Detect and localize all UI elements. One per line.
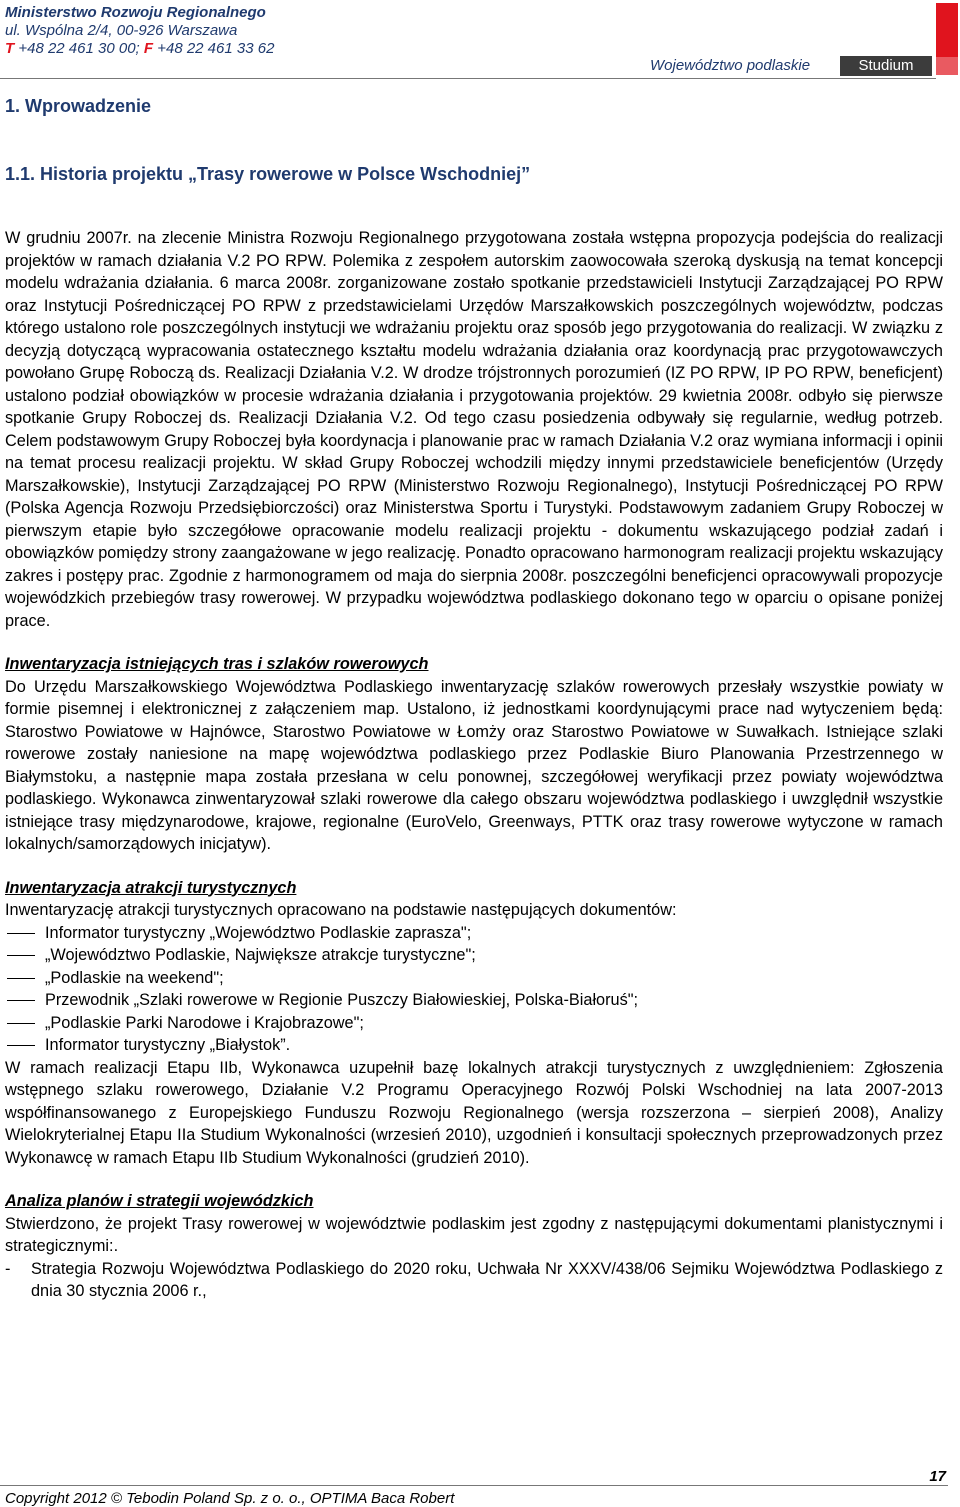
fax-number: +48 22 461 33 62 [153,40,275,57]
plans-analysis-heading: Analiza planów i strategii wojewódzkich [5,1192,314,1210]
inventory-attractions-heading: Inwentaryzacja atrakcji turystycznych [5,878,297,897]
history-paragraph: W grudniu 2007r. na zlecenie Ministra Rozwoju Regionalnego przygotowana została wstępna propozycja podejścia do realizacji projektów w ramach działania V.2 PO RPW. Polemika z zespołem autorskim zaowocowała szeroką dyskusją na temat koncepcji modelu wdrażania działania. 6 marca 2008r. zorganizowane zostało spotkanie przedstawicieli Instytucji Zarządzającej PO RPW oraz Instytucji Pośredniczącej PO RPW z przedstawicielami Urzędów Marszałkowskich poszczególnych województw, podczas którego ustalono role poszczególnych instytucji we wdrażaniu projektu oraz sposób jego przygotowania do realizacji. W związku z decyzją dotyczącą wypracowania ostatecznego kształtu modelu wdrażania działania oraz koordynacją prac przygotowawczych powołano Grupę Roboczą ds. Realizacji Działania V.2. W drodze trójstronnych porozumień (IZ PO RPW, IP PO RPW, beneficjent) ustalono podział obowiązków w procesie wdrażania działania i przygotowania projektów. 29 kwietnia 2008r. odbyło się pierwsze spotkanie Grupy Roboczej ds. Realizacji Działania V.2. Od tego czasu posiedzenia odbywały się regularnie, według potrzeb. Celem podstawowym Grupy Roboczej była koordynacja i planowanie prac w ramach Działania V.2 oraz wymiana informacji i opinii na temat procesu realizacji projektu. W skład Grupy Roboczej wchodzili między innymi przedstawiciele beneficjentów (Urzędy Marszałkowskie), Instytucji Zarządzającej PO RPW (Ministerstwo Rozwoju Regionalnego), Instytucji Pośredniczącej PO RPW (Polska Agencja Rozwoju Przedsiębiorczości) oraz Ministerstwa Sportu i Turystyki. Podstawowym zadaniem Grupy Roboczej w pierwszym etapie było szczegółowe opracowanie modelu realizacji projektu - dokumentu wskazującego podział zadań i obowiązków pomiędzy strony zaangażowane w jego realizację. Ponadto opracowano harmonogram realizacji projektu wskazujący zakres i postępy prac. Zgodnie z harmonogramem od maja do sierpnia 2008r. poszczególni beneficjenci opracowywali propozycje wojewódzkich przebiegów trasy rowerowej. W przypadku województwa podlaskiego dokonano tego w oparciu o opisane poniżej prace. [5,229,943,630]
inventory-routes-heading: Inwentaryzacja istniejących tras i szlaków rowerowych [5,655,429,673]
strategy-list [5,1258,943,1303]
inventory-attractions-intro: Inwentaryzację atrakcji turystycznych opracowano na podstawie następujących dokumentów: [5,901,677,919]
header-red-marker-lower [936,57,958,75]
header-region: Województwo podlaskie [650,57,811,74]
header-red-marker [936,3,958,57]
inventory-routes-paragraph: Do Urzędu Marszałkowskiego Województwa Podlaskiego inwentaryzację szlaków rowerowych przesłały wszystkie powiaty w formie pisemnej i elektronicznej z załączeniem map. Ustalono, iż jednostkami koordynującymi prace nad wytyczeniem będą: Starostwo Powiatowe w Hajnówce, Starostwo Powiatowe w Łomży oraz Starostwo Powiatowe w Suwałkach. Istniejące szlaki rowerowe zostały naniesione na mapę województwa podlaskiego przez Podlaskie Biuro Planowania Przestrzennego w Białymstoku, a następnie mapa została przesłana w celu ponownej, szczegółowej weryfikacji przez powiaty województwa podlaskiego. Wykonawca zinwentaryzował szlaki rowerowe dla całego obszaru województwa podlaskiego i uwzględnił wszystkie istniejące trasy międzynarodowe, krajowe, regionalne (EuroVelo, Greenways, PTTK oraz trasy rowerowe wytyczone w ramach lokalnych/samorządowych inicjatyw). [5,677,943,853]
inventory-attractions-paragraph: W ramach realizacji Etapu IIb, Wykonawca uzupełnił bazę lokalnych atrakcji turystycznych z uwzględnieniem: Zgłoszenia wstępnego szlaku rowerowego, Działanie V.2 Programu Operacyjnego Rozwój Polski Wschodniej na lata 2007-2013 współfinansowanego z Europejskiego Funduszu Rozwoju Regionalnego (wersja rozszerzona – sierpień 2008), Analizy Wielokryterialnej Etapu IIa Studium Wykonalności (wrzesień 2010), uzgodnień i konsultacji społecznych przeprowadzonych przez Wykonawcę w ramach Etapu IIb Studium Wykonalności (grudzień 2010). [5,1058,943,1167]
section-heading: 1.1. Historia projektu „Trasy rowerowe w Polsce Wschodniej” [5,164,531,184]
list-item: „Podlaskie Parki Narodowe i Krajobrazowe"; [5,1012,943,1035]
page-footer [0,1468,960,1507]
document-body [5,92,943,1303]
list-dash: - [5,1259,11,1278]
footer-copyright: Copyright 2012 © Tebodin Poland Sp. z o. o., OPTIMA Baca Robert [5,1490,455,1507]
header-divider [0,78,936,79]
strategy-item-text: Strategia Rozwoju Województwa Podlaskiego do 2020 roku, Uchwała Nr XXXV/438/06 Sejmiku Województwa Podlaskiego z dnia 30 stycznia 2006 r., [31,1259,943,1300]
header-org: Ministerstwo Rozwoju Regionalnego [5,4,266,21]
list-item: „Podlaskie na weekend"; [5,967,943,990]
attractions-source-list [5,922,943,1057]
fax-label: F [143,40,154,57]
footer-divider [0,1485,948,1486]
list-item: Informator turystyczny „Województwo Podlaskie zaprasza"; [5,922,943,945]
list-item: Informator turystyczny „Białystok”. [5,1034,943,1057]
phone-label: T [5,40,15,57]
plans-analysis-intro: Stwierdzono, że projekt Trasy rowerowej w województwie podlaskim jest zgodny z następującymi dokumentami planistycznymi i strategicznymi:. [5,1214,943,1255]
list-item [5,1258,943,1303]
phone-number: +48 22 461 30 00; [14,40,144,57]
list-item: „Województwo Podlaskie, Największe atrakcje turystyczne"; [5,944,943,967]
chapter-heading: 1. Wprowadzenie [5,96,152,116]
header-address: ul. Wspólna 2/4, 00-926 Warszawa [5,22,238,39]
page-header [0,0,960,80]
header-doc-type: Studium [840,56,932,76]
list-item: Przewodnik „Szlaki rowerowe w Regionie Puszczy Białowieskiej, Polska-Białoruś"; [5,989,943,1012]
page-number: 17 [929,1468,946,1485]
header-contact [5,40,274,57]
